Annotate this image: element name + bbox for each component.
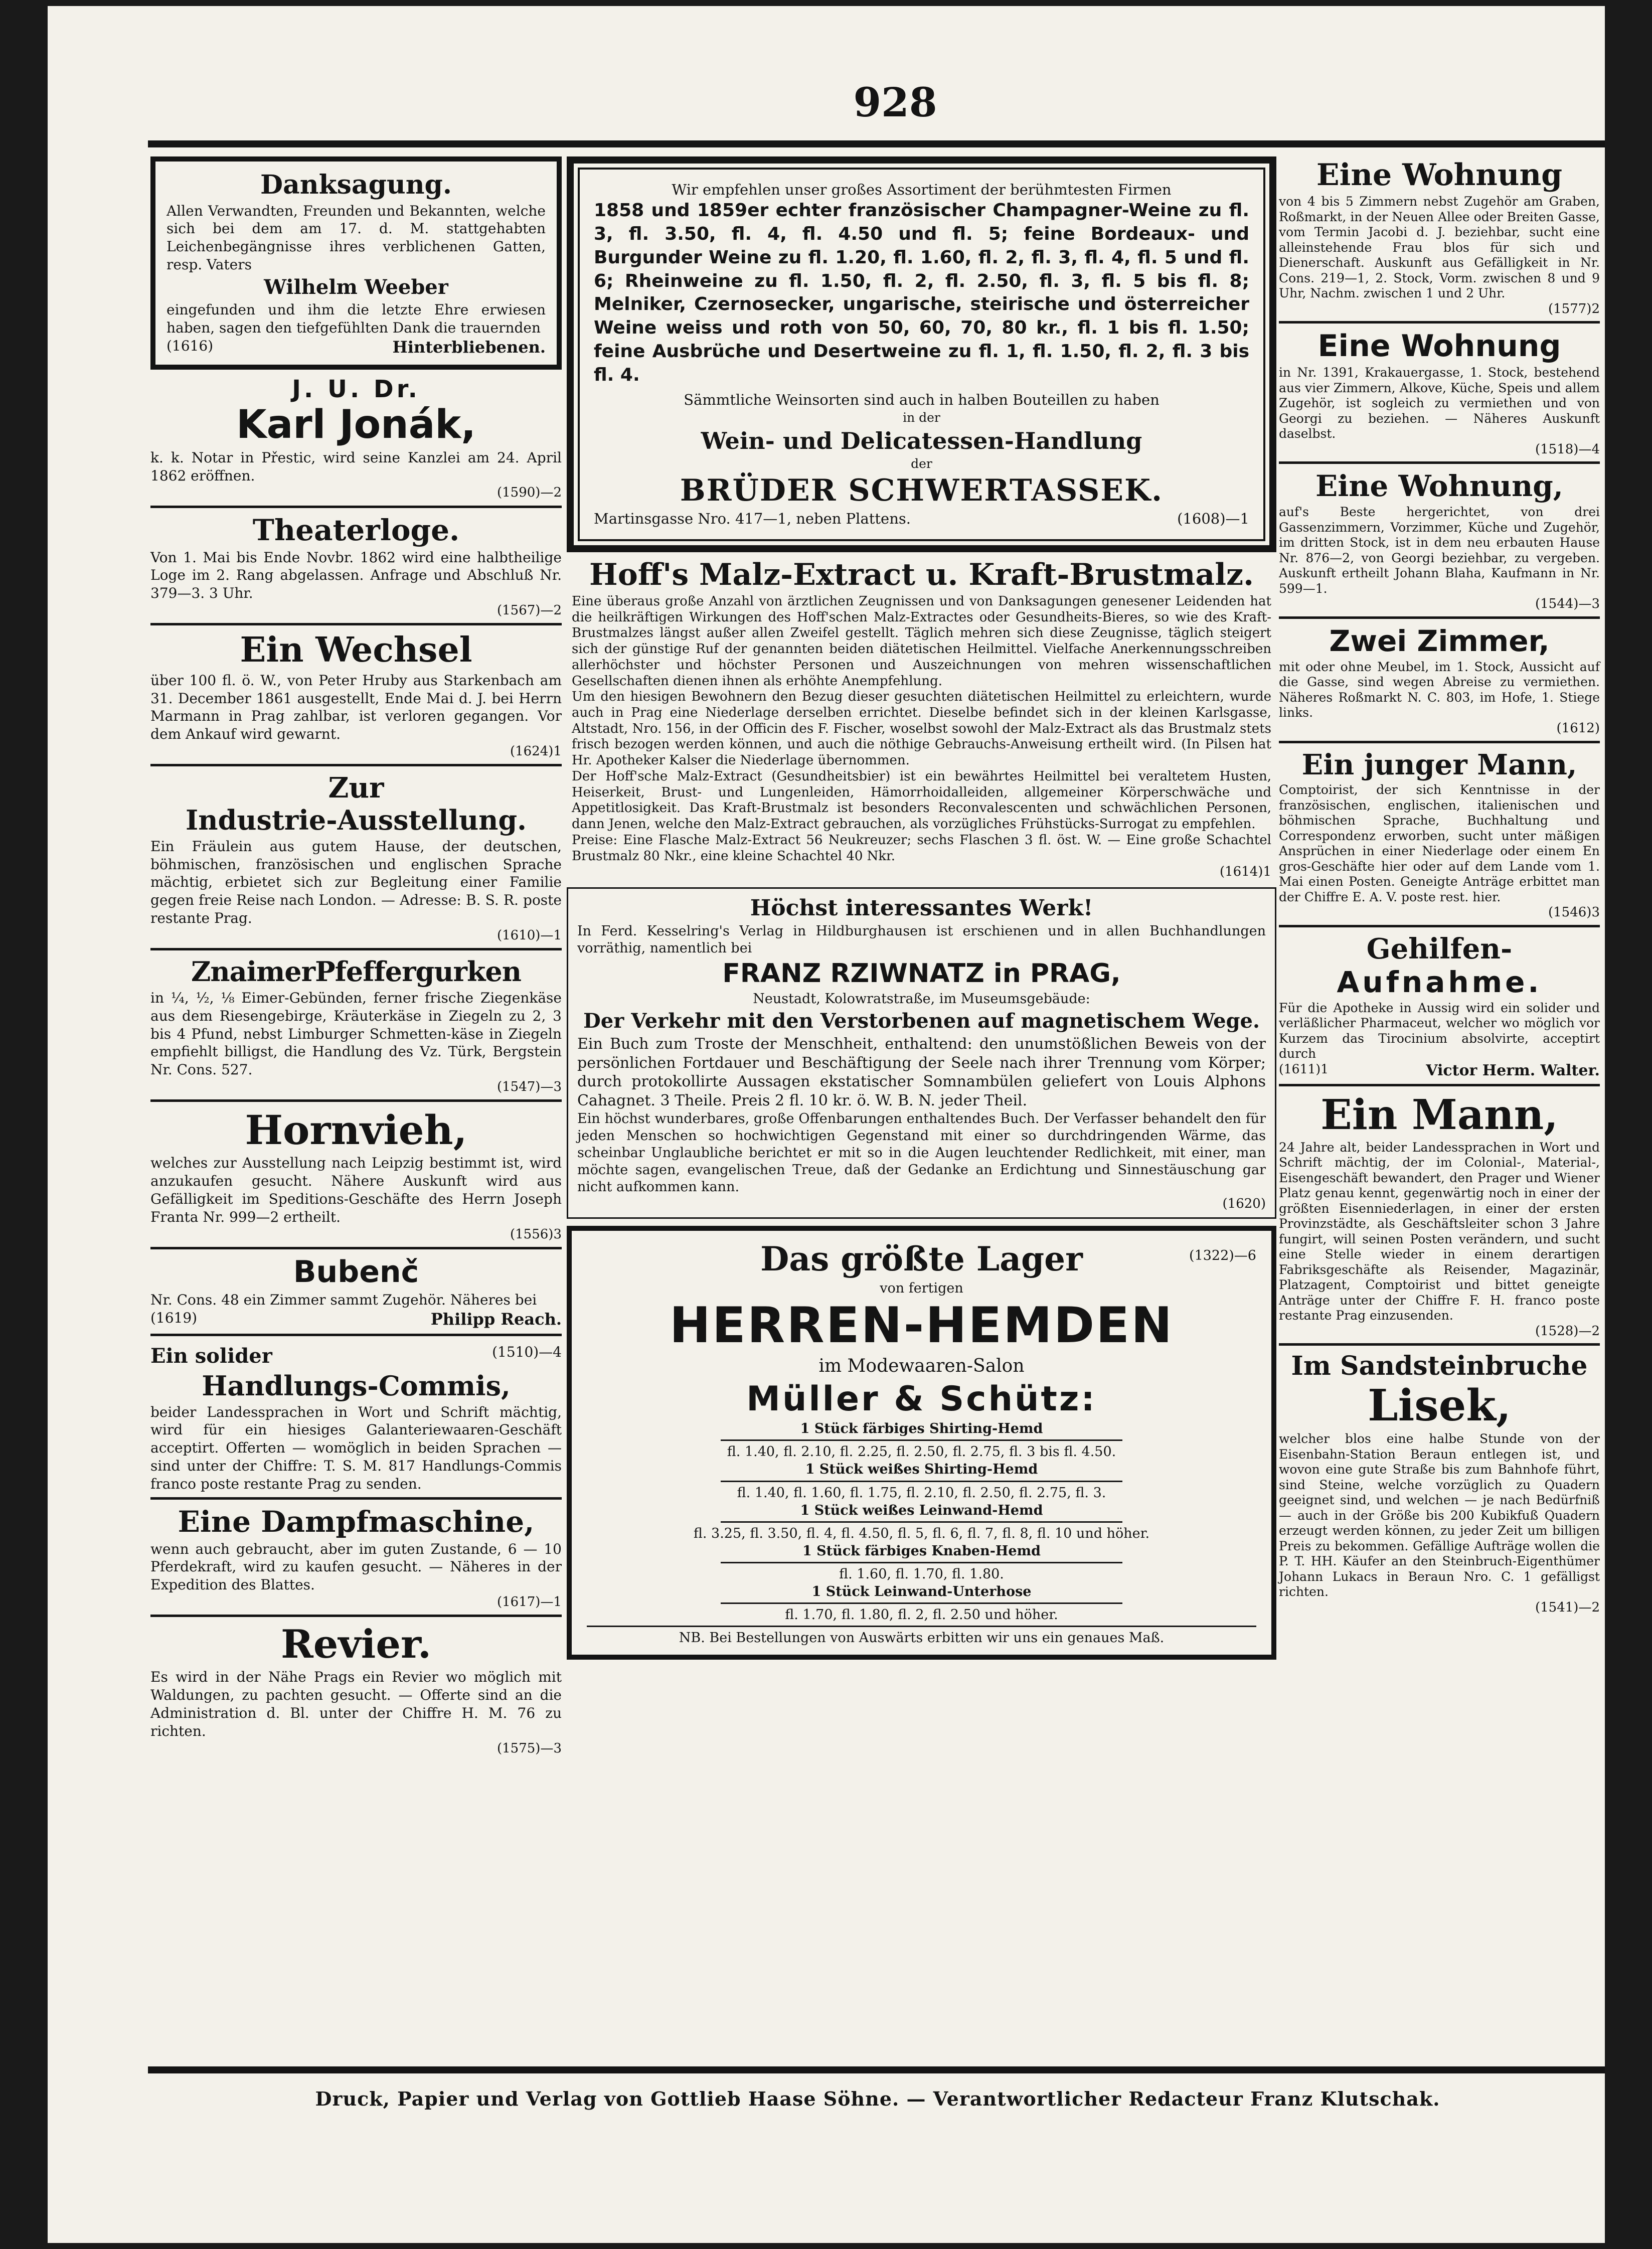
ad-title: Aufnahme. [1337,965,1542,999]
middle-column [567,156,1276,1667]
ad-title: HERREN-HEMDEN [669,1297,1174,1355]
separator [150,764,562,766]
ad-mann1 [1279,750,1600,928]
separator [150,1334,562,1336]
ad-malz [567,559,1276,880]
ad-title: Das größte Lager [760,1239,1083,1278]
ad-title: ZnaimerPfeffergurken [191,955,522,988]
ad-ref: (1518)—4 [1535,441,1600,457]
ad-title: Höchst interessantes Werk! [750,895,1093,921]
ad-text: Ein Buch zum Troste der Menschheit, enthaltend: den unumstößlichen Beweis von der persönlichen Fortdauer und Beschäftigung der Seele nach ihrer Trennung vom Körper; durch protokollirte Aussagen ekstatischer Somnambülen geliefert von Louis Alphons Cahagnet. 3 Theile. Preis 2 fl. 10 kr. ö. W. B. N. jeder Theil. [577,1035,1266,1110]
ad-jonak [150,377,562,508]
ad-text: Für die Apotheke in Aussig wird ein solider und verläßlicher Pharmaceut, welcher wo möglich vor Kurzem das Tirocinium absolvirte, acceptirt durch [1279,1000,1600,1061]
bottom-rule [148,2066,1605,2073]
ad-title: Hoff's Malz-Extract u. Kraft-Brustmalz. [589,557,1254,592]
ad-text: Sämmtliche Weinsorten sind auch in halben Bouteillen zu haben [684,391,1160,409]
ad-ref: (1614)1 [1220,864,1271,880]
ad-ref: (1577)2 [1548,301,1600,316]
ad-industrie [150,773,562,950]
ad-title: Danksagung. [260,170,452,200]
ad-text: 24 Jahre alt, beider Landessprachen in Wort und Schrift mächtig, der im Colonial-, Material-, Eisengeschäft bewandert, den Prager und Wiener Platz genau kennt, gegenwärtig noch in einer der größten Eisenniederlagen, in einer der ersten Provinzstädte, als Geschäftsleiter schon 3 Jahre fungirt, will seinen Posten verändern, und sucht eine Stelle wieder in einem derartigen Fabriksgeschäfte als Reisender, Magazinär, Platzagent, Comptoirist und bittet geneigte Anträge unter der Chiffre F. H. franco poste restante Prag einzusenden. [1279,1140,1600,1323]
ad-text: Der Hoff'sche Malz-Extract (Gesundheitsbier) ist ein bewährtes Heilmittel bei veraltetem Husten, Heiserkeit, Brust- und Lungenleiden, Hämorrhoidalleiden, allgemeiner Körperschwäche und Appetitlosigkeit. Das Kraft-Brustmalz ist besonders Reconvalescenten und schwächlichen Personen, dann Jenen, welche den Malz-Extract gebrauchen, als vorzügliches Frühstücks-Surrogat zu empfehlen. [572,768,1271,832]
separator [150,1099,562,1102]
ad-ref: (1541)—2 [1535,1599,1600,1615]
ad-title: Karl Jonák, [236,402,476,447]
ad-ref: (1617)—1 [497,1594,562,1610]
separator [1279,1084,1600,1086]
ad-ref: (1547)—3 [497,1079,562,1095]
separator [1279,741,1600,743]
ad-title: Lisek, [1368,1380,1511,1431]
ad-text: NB. Bei Bestellungen von Auswärts erbitten wir uns ein genaues Maß. [679,1630,1165,1646]
ad-name: Philipp Reach. [430,1309,562,1329]
ad-title: Ein solider [150,1344,272,1368]
ad-bubenc [150,1256,562,1336]
ad-title: Eine Wohnung [1316,157,1563,193]
ad-title: FRANZ RZIWNATZ in PRAG, [722,958,1121,989]
newspaper-page [48,6,1605,2243]
ad-gurken [150,957,562,1102]
ad-ref: (1546)3 [1548,905,1600,920]
item-prices: fl. 1.40, fl. 1.60, fl. 1.75, fl. 2.10, fl. 2.50, fl. 2.75, fl. 3. [737,1485,1106,1501]
item-prices: fl. 1.60, fl. 1.70, fl. 1.80. [839,1566,1004,1582]
separator [1279,616,1600,619]
ad-title: Gehilfen- [1366,932,1513,966]
item-name: 1 Stück weißes Leinwand-Hemd [800,1502,1043,1518]
ad-title: Hornvieh, [245,1106,467,1154]
ad-text: Wir empfehlen unser großes Assortiment der berühmtesten Firmen [672,181,1172,198]
ad-text: welches zur Ausstellung nach Leipzig bestimmt ist, wird anzukaufen gesucht. Nähere Auskunft wird aus Gefälligkeit im Speditions-Geschäfte des Herrn Joseph Franta Nr. 999—2 ertheilt. [150,1155,562,1225]
ad-ref: (1575)—3 [497,1740,562,1756]
footer-imprint: Druck, Papier und Verlag von Gottlieb Haase Söhne. — Verantwortlicher Redacteur Franz Klutschak. [315,2087,1440,2110]
right-column [1279,156,1600,1623]
ad-dampf [150,1504,562,1618]
ad-title: Ein Mann, [1320,1091,1558,1140]
ad-text: von fertigen [880,1280,963,1297]
ad-wechsel [150,632,562,766]
item-prices: fl. 3.25, fl. 3.50, fl. 4, fl. 4.50, fl. 5, fl. 6, fl. 7, fl. 8, fl. 10 und höher. [693,1525,1150,1541]
ad-title: Theaterloge. [252,513,460,547]
top-rule [148,140,1605,147]
separator [721,1562,1122,1563]
ad-text: Eine überaus große Anzahl von ärztlichen Zeugnissen und von Danksagungen genesener Leidenden hat die heilkräftigen Wirkungen des Hoff'schen Malz-Extractes oder Gesundheits-Bieres, so wie des Kraft-Brustmalzes längst außer allen Zweifel gestellt. Täglich mehren sich diese Zeugnisse, täglich steigert sich der günstige Ruf der genannten beiden diätetischen Heilmittel. Vielfache Anerkennungsschreiben allerhöchster und höchster Personen und Auszeichnungen von mehren wissenschaftlichen Gesellschaften dienen ihnen als erhöhte Anempfehlung. [572,594,1271,689]
item-name: 1 Stück färbiges Knaben-Hemd [802,1543,1041,1559]
ad-text: von 4 bis 5 Zimmern nebst Zugehör am Graben, Roßmarkt, in der Neuen Allee oder Breiten Gasse, vom Termin Jacobi d. J. beziehbar, sucht eine alleinstehende Frau blos für sich und Dienerschaft. Auskunft aus Gefälligkeit in Nr. Cons. 219—1, 2. Stock, Vorm. zwischen 8 und 9 Uhr, Nachm. zwischen 1 und 2 Uhr. [1279,194,1600,300]
ad-title: Bubenč [293,1254,419,1290]
item-prices: fl. 1.40, fl. 2.10, fl. 2.25, fl. 2.50, fl. 2.75, fl. 3 bis fl. 4.50. [727,1444,1116,1460]
ad-theaterloge [150,515,562,626]
ad-ref: (1610)—1 [497,927,562,943]
ad-ref: (1510)—4 [492,1343,562,1360]
ad-text: Ein Fräulein aus gutem Hause, der deutschen, böhmischen, französischen und englischen Sprache mächtig, erbietet sich zur Begleitung einer Familie gegen freie Reise nach London. — Adresse: B. S. R. poste restante Prag. [150,838,562,927]
ad-title: Eine Wohnung [1317,329,1561,364]
ad-text: welcher blos eine halbe Stunde von der Eisenbahn-Station Beraun entlegen ist, und wovon eine gute Straße bis zum Bahnhofe führt, sind Steine, welche vorzüglich zu Quadern geeignet sind, und welchen — je nach Bedürfniß — auch in der Größe bis 200 Kubikfuß Quadern erzeugt werden können, zu jeder Zeit um billigen Preis zu bekommen. Gefällige Aufträge wollen die P. T. HH. Käufer an den Steinbruch-Eigenthümer Johann Lukacs in Beraun Nro. C. 1 gefälligst richten. [1279,1431,1600,1599]
ad-text: der [911,456,932,471]
ad-wein [567,156,1276,552]
item-name: 1 Stück färbiges Shirting-Hemd [800,1421,1043,1437]
ad-ref: (1608)—1 [1177,510,1249,527]
separator [1279,925,1600,927]
item-name: 1 Stück weißes Shirting-Hemd [805,1462,1038,1478]
ad-title: Handlungs-Commis, [202,1369,511,1402]
ad-text: k. k. Notar in Přestic, wird seine Kanzlei am 24. April 1862 eröffnen. [150,449,562,484]
ad-title: Müller & Schütz: [746,1379,1097,1419]
ad-text: 1858 und 1859er echter französischer Champagner-Weine zu fl. 3, fl. 3.50, fl. 4, fl. 4.50 und fl. 5; feine Bordeaux- und Burgunder Weine zu fl. 1.20, fl. 1.60, fl. 2, fl. 3, fl. 4, fl. 5 und fl. 6; Rheinweine zu fl. 1.50, fl. 2, fl. 2.50, fl. 3, fl. 5 bis fl. 8; Melniker, Czernosecker, ungarische, steirische und österreicher Weine weiss und roth von 50, 60, 70, 80 kr., fl. 1 bis fl. 1.50; feine Ausbrüche und Desertweine zu fl. 1, fl. 1.50, fl. 2, fl. 3 bis fl. 4. [594,200,1249,385]
ad-title: Industrie-Ausstellung. [186,804,527,837]
separator [587,1626,1256,1627]
ad-signature: Hinterbliebenen. [392,337,546,357]
ad-revier [150,1624,562,1756]
ad-text: auf's Beste hergerichtet, von drei Gassenzimmern, Vorzimmer, Küche und Zugehör, im dritten Stock, ist in dem neu erbauten Hause Nr. 876—2, von Georgi beziehbar, zu vergeben. Auskunft ertheilt Johann Blaha, Kaufmann in Nr. 599—1. [1279,505,1600,596]
ad-name: Victor Herm. Walter. [1426,1061,1600,1079]
ad-title: Eine Wohnung, [1315,469,1564,504]
separator [721,1602,1122,1604]
page-number: 928 [853,79,937,126]
ad-ref: (1528)—2 [1535,1323,1600,1339]
separator [1279,1343,1600,1346]
ad-title: BRÜDER SCHWERTASSEK. [680,472,1164,508]
ad-mann2 [1279,1093,1600,1346]
ad-ref: (1544)—3 [1535,596,1600,612]
separator [1279,461,1600,464]
ad-title: Revier. [280,1622,432,1668]
ad-danksagung [150,156,562,370]
ad-text: Nr. Cons. 48 ein Zimmer sammt Zugehör. Näheres bei [150,1291,537,1308]
ad-text: in der [903,410,940,425]
left-column [150,156,562,1764]
separator [150,506,562,508]
ad-title: Ein junger Mann, [1301,748,1577,781]
ad-ref: (1620) [1222,1196,1266,1212]
ad-text: Von 1. Mai bis Ende Novbr. 1862 wird eine halbtheilige Loge im 2. Rang abgelassen. Anfrage und Abschluß Nr. 379—3. 3 Uhr. [150,549,562,602]
ad-title: Im Sandsteinbruche [1291,1351,1588,1382]
ad-werk [567,887,1276,1219]
ad-ref: (1619) [150,1309,198,1326]
ad-wohnung3 [1279,471,1600,619]
ad-commis [150,1343,562,1500]
ad-text: Neustadt, Kolowratstraße, im Museumsgebäude: [753,991,1090,1007]
item-name: 1 Stück Leinwand-Unterhose [811,1584,1032,1599]
ad-text: beider Landessprachen in Wort und Schrift mächtig, wird für ein hiesiges Galanteriewaaren-Geschäft acceptirt. Offerten — womöglich in beiden Sprachen — sind unter der Chiffre: T. S. M. 817 Handlungs-Commis franco poste restante Prag zu senden. [150,1403,562,1492]
ad-wohnung1 [1279,159,1600,324]
ad-text: eingefunden und ihm die letzte Ehre erwiesen haben, sagen den tiefgefühlten Dank die trauernden [167,301,546,336]
ad-ref: (1624)1 [510,744,562,759]
ad-title: Zur [328,771,384,805]
ad-text: wenn auch gebraucht, aber im guten Zustande, 6 — 10 Pferdekraft, wird zu kaufen gesucht. — Näheres in der Expedition des Blattes. [150,1540,562,1593]
ad-ref: (1616) [167,337,214,354]
ad-text: Preise: Eine Flasche Malz-Extract 56 Neukreuzer; sechs Flaschen 3 fl. öst. W. — Eine große Schachtel Brustmalz 80 Nkr., eine kleine Schachtel 40 Nkr. [572,832,1271,864]
separator [150,1615,562,1617]
separator [150,1247,562,1249]
ad-ref: (1612) [1556,720,1600,736]
ad-ref: (1556)3 [510,1226,562,1242]
ad-text: Martinsgasse Nro. 417—1, neben Plattens. [594,510,911,527]
ad-title: Wein- und Delicatessen-Handlung [701,427,1142,454]
ad-text: mit oder ohne Meubel, im 1. Stock, Aussicht auf die Gasse, sind wegen Abreise zu vermiethen. Näheres Roßmarkt N. C. 803, im Hofe, 1. Stiege links. [1279,659,1600,720]
ad-title: Der Verkehr mit den Verstorbenen auf magnetischem Wege. [583,1009,1260,1033]
separator [721,1439,1122,1441]
ad-title: J. U. Dr. [292,375,420,403]
ad-sandstein [1279,1353,1600,1616]
separator [150,948,562,950]
ad-zimmer [1279,626,1600,743]
separator [721,1521,1122,1523]
ad-text: in Nr. 1391, Krakauergasse, 1. Stock, bestehend aus vier Zimmern, Alkove, Küche, Speis und allem Zugehör, ist sogleich zu vermiethen und von Georgi zu beziehen. — Näheres Auskunft daselbst. [1279,365,1600,441]
ad-hornvieh [150,1106,562,1249]
ad-text: Es wird in der Nähe Prags ein Revier wo möglich mit Waldungen, zu pachten gesucht. — Offerte sind an die Administration d. Bl. unter der Chiffre H. M. 76 zu richten. [150,1669,562,1739]
ad-text: im Modewaaren-Salon [818,1356,1025,1377]
ad-ref: (1590)—2 [497,485,562,501]
separator [721,1481,1122,1482]
ad-text: Um den hiesigen Bewohnern den Bezug dieser gesuchten diätetischen Heilmittel zu erleichtern, wurde auch in Prag eine Niederlage derselben errichtet. Dieselbe befindet sich in der kleinen Karlsgasse, Altstadt, Nro. 156, in der Officin des F. Fischer, woselbst sowohl der Malz-Extract als das Brustmalz stets frisch bezogen werden können, und auch die nöthige Gebrauchs-Anweisung ertheilt wird. (In Pilsen hat Hr. Apotheker Kalser die Niederlage übernommen. [572,689,1271,768]
ad-ref: (1322)—6 [1189,1247,1256,1263]
ad-ref: (1567)—2 [497,603,562,618]
ad-title: Eine Dampfmaschine, [178,1504,535,1539]
ad-text: in ¼, ½, ⅛ Eimer-Gebünden, ferner frische Ziegenkäse aus dem Riesengebirge, Kräuterkäse in Ziegeln zu 2, 3 bis 4 Pfund, nebst Limburger Schmetten-käse in Ziegeln empfiehlt billigst, die Handlung des Vz. Türk, Bergstein Nr. Cons. 527. [150,989,562,1078]
separator [150,623,562,625]
separator [150,1497,562,1500]
ad-name: Wilhelm Weeber [264,275,448,299]
ad-title: Zwei Zimmer, [1329,624,1550,659]
ad-hemden [567,1226,1276,1660]
item-prices: fl. 1.70, fl. 1.80, fl. 2, fl. 2.50 und höher. [785,1607,1058,1623]
ad-ref: (1611)1 [1279,1061,1329,1076]
ad-wohnung2 [1279,331,1600,464]
ad-text: Ein höchst wunderbares, große Offenbarungen enthaltendes Buch. Der Verfasser behandelt den für jeden Menschen so hochwichtigen Gegenstand mit einer so durchdringenden Wärme, das scheinbar Unglaubliche berichtet er mit so in die Augen leuchtender Redlichkeit, mit einer, man möchte sagen, evangelischen Treue, daß der Gedanke an Erdichtung und Sinnestäuschung gar nicht aufkommen kann. [577,1110,1266,1195]
ad-text: über 100 fl. ö. W., von Peter Hruby aus Starkenbach am 31. December 1861 ausgestellt, Ende Mai d. J. bei Herrn Marmann in Prag zahlbar, ist verloren gegangen. Vor dem Ankauf wird gewarnt. [150,672,562,743]
ad-title: Ein Wechsel [240,630,472,671]
ad-text: Comptoirist, der sich Kenntnisse in der französischen, englischen, italienischen und böhmischen Sprache, Buchhaltung und Correspondenz erworben, sucht unter mäßigen Ansprüchen in einer Niederlage oder einem En gros-Geschäfte hier oder auf dem Lande vom 1. Mai einen Posten. Geneigte Anträge erbittet man der Chiffre E. A. V. poste rest. hier. [1279,782,1600,904]
ad-text: In Ferd. Kesselring's Verlag in Hildburghausen ist erschienen und in allen Buchhandlungen vorräthig, namentlich bei [577,923,1266,956]
ad-gehilfen [1279,934,1600,1086]
ad-text: Allen Verwandten, Freunden und Bekannten, welche sich bei dem am 17. d. M. stattgehabten Leichenbegängnisse ihres verblichenen Gatten, resp. Vaters [167,202,546,273]
separator [1279,321,1600,324]
